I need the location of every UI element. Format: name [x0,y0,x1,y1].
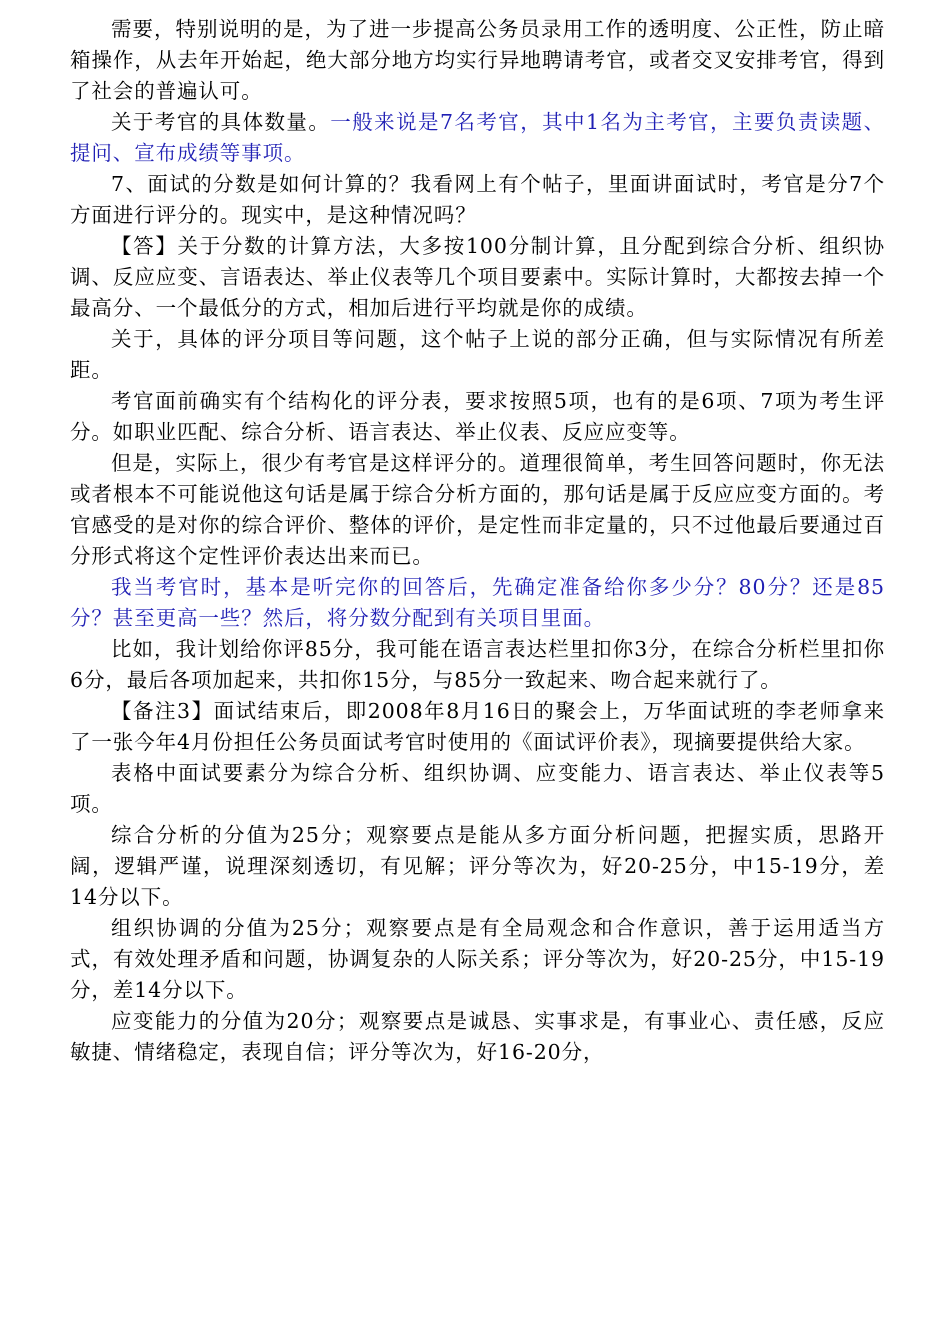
paragraph-note-3: 【备注3】面试结束后，即2008年8月16日的聚会上，万华面试班的李老师拿来了一张今年4月份担任公务员面试考官时使用的《面试评价表》，现摘要提供给大家。 [70,699,885,754]
paragraph-answer: 【答】关于分数的计算方法，大多按100分制计算，且分配到综合分析、组织协调、反应应变、言语表达、举止仪表等几个项目要素中。实际计算时，大都按去掉一个最高分、一个最低分的方式，相加后进行平均就是你的成绩。 [70,234,885,320]
paragraph-example: 比如，我计划给你评85分，我可能在语言表达栏里扣你3分，在综合分析栏里扣你6分，最后各项加起来，共扣你15分，与85分一致起来、吻合起来就行了。 [70,637,885,692]
paragraph-structured-form: 考官面前确实有个结构化的评分表，要求按照5项，也有的是6项、7项为考生评分。如职业匹配、综合分析、语言表达、举止仪表、反应应变等。 [70,389,885,444]
paragraph-adaptability: 应变能力的分值为20分；观察要点是诚恳、实事求是，有事业心、责任感，反应敏捷、情绪稳定，表现自信；评分等次为，好16-20分， [70,1009,885,1064]
examiner-count-highlight: 一般来说是7名考官，其中1名为主考官，主要负责读题、提问、宣布成绩等事项。 [70,110,886,165]
paragraph-form-elements: 表格中面试要素分为综合分析、组织协调、应变能力、语言表达、举止仪表等5项。 [70,761,885,816]
paragraph-question-7: 7、面试的分数是如何计算的？我看网上有个帖子，里面讲面试时，考官是分7个方面进行评分的。现实中，是这种情况吗？ [70,172,885,227]
document-page [70,14,885,1068]
paragraph-comprehensive-analysis: 综合分析的分值为25分；观察要点是能从多方面分析问题，把握实质，思路开阔，逻辑严谨，说理深刻透切，有见解；评分等次为，好20-25分，中15-19分，差14分以下。 [70,823,885,909]
examiner-count-lead: 关于考官的具体数量。 [111,110,331,134]
paragraph-actual-practice: 但是，实际上，很少有考官是这样评分的。道理很简单，考生回答问题时，你无法或者根本不可能说他这句话是属于综合分析方面的，那句话是属于反应应变方面的。考官感受的是对你的综合评价、整体的评价，是定性而非定量的，只不过他最后要通过百分形式将这个定性评价表达出来而已。 [70,451,885,568]
paragraph-examiner-count [70,107,885,169]
paragraph-examiner-method-highlight: 我当考官时，基本是听完你的回答后，先确定准备给你多少分？80分？还是85分？甚至更高一些？然后，将分数分配到有关项目里面。 [70,575,885,630]
paragraph-examiner-recruitment: 需要，特别说明的是，为了进一步提高公务员录用工作的透明度、公正性，防止暗箱操作，从去年开始起，绝大部分地方均实行异地聘请考官，或者交叉安排考官，得到了社会的普遍认可。 [70,17,885,103]
paragraph-organization-coordination: 组织协调的分值为25分；观察要点是有全局观念和合作意识，善于运用适当方式，有效处理矛盾和问题，协调复杂的人际关系；评分等次为，好20-25分，中15-19分，差14分以下。 [70,916,885,1002]
paragraph-scoring-items: 关于，具体的评分项目等问题，这个帖子上说的部分正确，但与实际情况有所差距。 [70,327,885,382]
